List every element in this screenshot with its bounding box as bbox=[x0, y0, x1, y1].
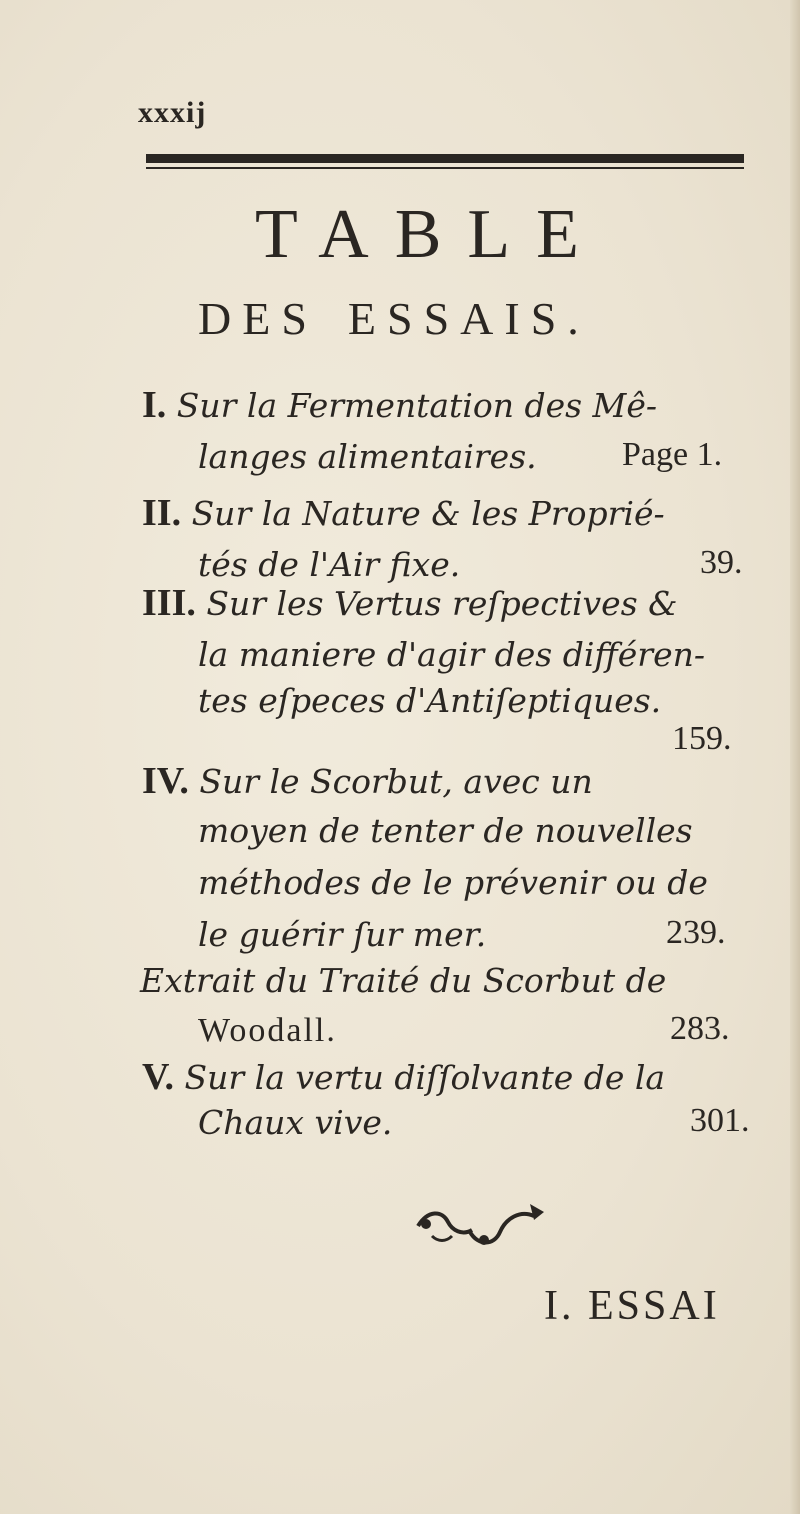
entry-5-line-1 bbox=[142, 1058, 665, 1096]
entry-1-page: Page 1. bbox=[622, 436, 723, 473]
page-edge bbox=[790, 0, 800, 1514]
entry-4-line-1 bbox=[142, 762, 593, 800]
entry-1-line-1 bbox=[142, 386, 657, 424]
entry-2-line-2: tés de l'Air fixe. bbox=[198, 545, 461, 584]
entry-4-line-3: méthodes de le prévenir ou de bbox=[198, 863, 708, 902]
extrait-line-1: Extrait du Traité du Scorbut de bbox=[140, 961, 667, 1000]
extrait-page: 283. bbox=[670, 1010, 730, 1047]
entry-3-line-2: la maniere d'agir des différen- bbox=[198, 635, 706, 674]
entry-1-line-2: langes alimentaires. bbox=[198, 437, 537, 476]
catchword: I. ESSAI bbox=[544, 1283, 720, 1329]
entry-4-text-1: Sur le Scorbut, avec un bbox=[199, 762, 593, 801]
fleuron-ornament bbox=[412, 1196, 552, 1252]
folio-numeral: xxxij bbox=[138, 96, 207, 129]
entry-3-page: 159. bbox=[672, 720, 732, 757]
table-title: TABLE bbox=[255, 196, 605, 273]
subtitle-des: DES bbox=[198, 293, 318, 344]
entry-5-text-1: Sur la vertu diſſolvante de la bbox=[184, 1058, 666, 1097]
subtitle-essais: ESSAIS. bbox=[347, 293, 590, 344]
entry-3-line-1 bbox=[142, 584, 678, 622]
double-rule bbox=[146, 152, 744, 178]
entry-2-line-1 bbox=[142, 494, 665, 532]
entry-2-text-1: Sur la Nature & les Proprié- bbox=[191, 494, 665, 533]
entry-2-number: II. bbox=[142, 492, 182, 534]
table-subtitle bbox=[198, 293, 590, 344]
entry-5-line-2: Chaux vive. bbox=[198, 1103, 393, 1142]
entry-3-text-1: Sur les Vertus reſpectives & bbox=[206, 584, 678, 623]
entry-1-text-1: Sur la Fermentation des Mê- bbox=[176, 386, 658, 425]
entry-4-line-2: moyen de tenter de nouvelles bbox=[198, 811, 693, 850]
entry-3-number: III. bbox=[142, 582, 196, 624]
entry-4-line-4: le guérir ſur mer. bbox=[198, 915, 487, 954]
entry-4-number: IV. bbox=[142, 760, 189, 802]
extrait-line-2: Woodall. bbox=[198, 1012, 337, 1049]
entry-2-page: 39. bbox=[700, 544, 743, 581]
entry-5-number: V. bbox=[142, 1056, 175, 1098]
entry-1-number: I. bbox=[142, 384, 167, 426]
entry-5-page: 301. bbox=[690, 1102, 750, 1139]
entry-3-line-3: tes eſpeces d'Antiſeptiques. bbox=[198, 681, 662, 720]
entry-4-page: 239. bbox=[666, 914, 726, 951]
